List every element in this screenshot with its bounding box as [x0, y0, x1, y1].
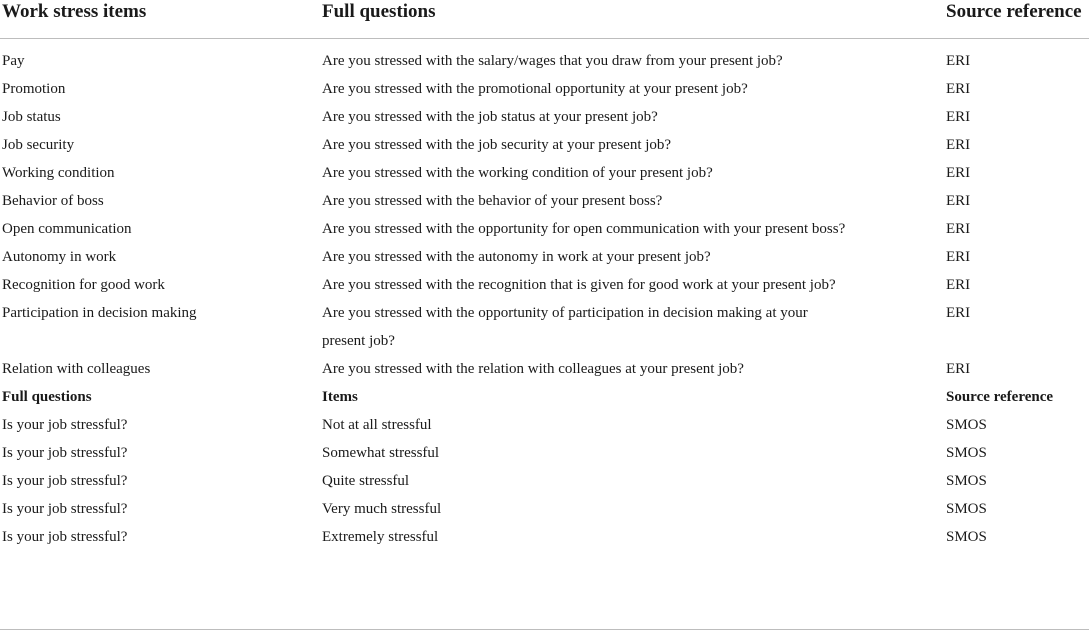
bottom-rule	[0, 629, 1089, 630]
table-row	[0, 523, 1089, 551]
table-row	[0, 411, 1089, 439]
table-cell: ERI	[946, 249, 971, 265]
table-cell: SMOS	[946, 501, 987, 517]
table-cell: Is your job stressful?	[2, 529, 128, 545]
table-row	[0, 75, 1089, 103]
table-cell: Are you stressed with the opportunity of participation in decision making at your present job?	[322, 305, 808, 349]
table-cell: Are you stressed with the behavior of your present boss?	[322, 193, 663, 209]
table-cell: ERI	[946, 137, 971, 153]
table-row	[0, 467, 1089, 495]
table-cell: Extremely stressful	[322, 529, 439, 545]
table-cell: Are you stressed with the recognition that is given for good work at your present job?	[322, 277, 836, 293]
table-header	[0, 0, 1089, 38]
table-cell: Is your job stressful?	[2, 417, 128, 433]
table-cell: ERI	[946, 165, 971, 181]
table-cell: Are you stressed with the working condition of your present job?	[322, 165, 713, 181]
table-cell: Is your job stressful?	[2, 473, 128, 489]
table-row	[0, 271, 1089, 299]
table-cell: SMOS	[946, 445, 987, 461]
table-row	[0, 495, 1089, 523]
header-source-reference: Source reference	[946, 1, 1082, 22]
table-row	[0, 103, 1089, 131]
table-cell: ERI	[946, 305, 971, 321]
table-body-smos	[0, 411, 1089, 551]
table-cell: Open communication	[2, 221, 132, 237]
header-full-questions: Full questions	[322, 1, 436, 22]
table-cell: Participation in decision making	[2, 305, 197, 321]
table-cell: Very much stressful	[322, 501, 442, 517]
table-cell: ERI	[946, 53, 971, 69]
table-cell: Job security	[2, 137, 75, 153]
table-cell: Behavior of boss	[2, 193, 104, 209]
table-cell: Relation with colleagues	[2, 361, 151, 377]
table-cell: SMOS	[946, 473, 987, 489]
header-work-stress-items: Work stress items	[2, 1, 147, 22]
table-row	[0, 131, 1089, 159]
sub-header	[0, 383, 1089, 411]
table-cell: Are you stressed with the promotional opportunity at your present job?	[322, 81, 748, 97]
table-cell: Are you stressed with the job status at your present job?	[322, 109, 658, 125]
table-cell: ERI	[946, 221, 971, 237]
subheader-items: Items	[322, 389, 358, 405]
table-body	[0, 47, 1089, 383]
table-cell: Working condition	[2, 165, 115, 181]
table-cell: Somewhat stressful	[322, 445, 440, 461]
header-rule	[0, 38, 1089, 39]
subheader-full-questions: Full questions	[2, 389, 92, 405]
table-row	[0, 439, 1089, 467]
table-cell: Autonomy in work	[2, 249, 117, 265]
table-cell: Recognition for good work	[2, 277, 165, 293]
table-row	[0, 215, 1089, 243]
table-row	[0, 243, 1089, 271]
table-row	[0, 159, 1089, 187]
table-cell: Are you stressed with the autonomy in work at your present job?	[322, 249, 711, 265]
table-cell: Pay	[2, 53, 25, 69]
table-cell: Are you stressed with the job security at your present job?	[322, 137, 672, 153]
table-cell: ERI	[946, 81, 971, 97]
table-row	[0, 355, 1089, 383]
table-cell: ERI	[946, 277, 971, 293]
table-cell: Are you stressed with the opportunity for open communication with your present boss?	[322, 221, 846, 237]
table-cell: Quite stressful	[322, 473, 410, 489]
table-cell: Are you stressed with the relation with colleagues at your present job?	[322, 361, 744, 377]
table-cell: ERI	[946, 193, 971, 209]
table-row	[0, 47, 1089, 75]
table-cell: ERI	[946, 109, 971, 125]
table-cell: Are you stressed with the salary/wages that you draw from your present job?	[322, 53, 783, 69]
table-row	[0, 187, 1089, 215]
table-cell: Is your job stressful?	[2, 445, 128, 461]
table-cell: Not at all stressful	[322, 417, 432, 433]
subheader-source-reference: Source reference	[946, 389, 1054, 405]
table-cell: Promotion	[2, 81, 66, 97]
table-cell: SMOS	[946, 529, 987, 545]
table-cell: Job status	[2, 109, 61, 125]
table-cell: SMOS	[946, 417, 987, 433]
table-row	[0, 299, 1089, 355]
table-cell: Is your job stressful?	[2, 501, 128, 517]
table-cell: ERI	[946, 361, 971, 377]
